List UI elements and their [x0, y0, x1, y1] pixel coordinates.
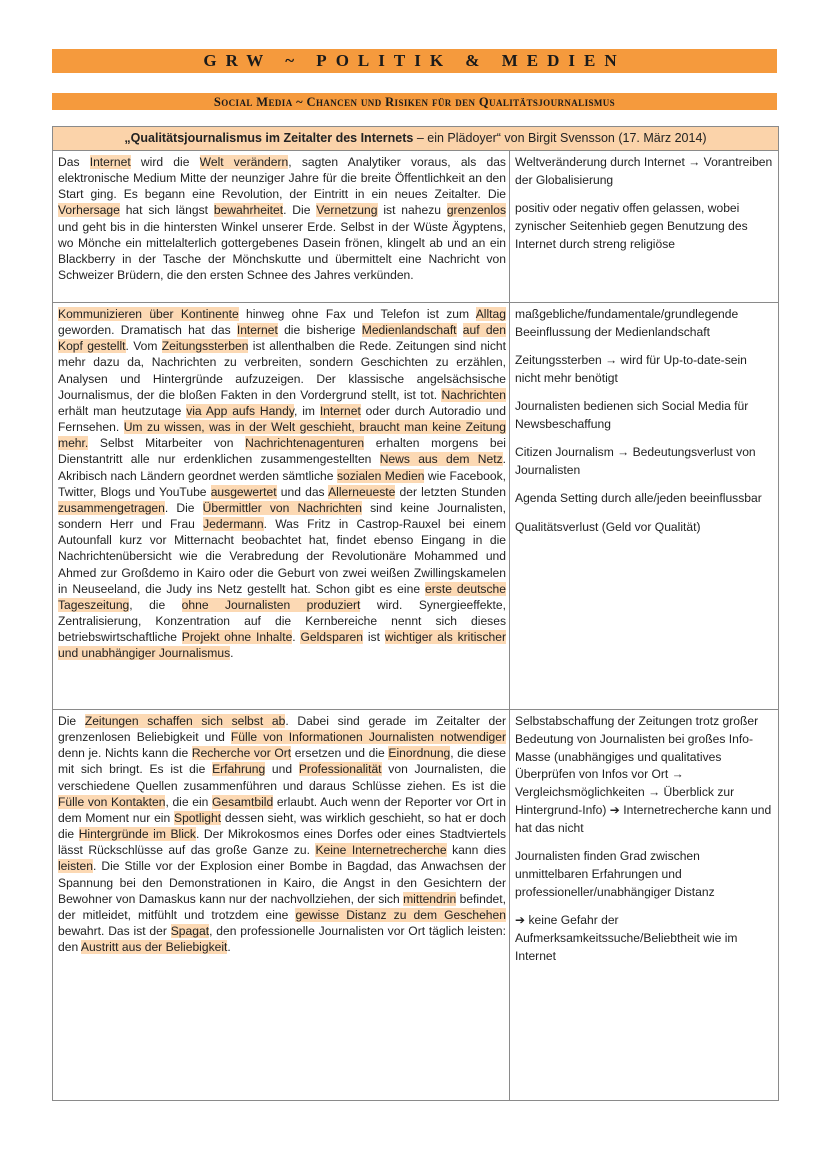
text-segment: , die	[129, 597, 182, 612]
highlighted-phrase: Zeitungen schaffen sich selbst ab	[84, 714, 286, 728]
highlighted-phrase: ausgewertet	[210, 484, 277, 499]
text-segment: und das	[276, 484, 329, 499]
highlighted-phrase: mittendrin	[403, 891, 457, 906]
highlighted-phrase: Spotlight	[174, 810, 222, 825]
text-segment: . Dabei sind gerade im Zeitalter der grenzenlosen Beliebigkeit und	[58, 714, 507, 745]
text-segment: und	[265, 762, 299, 777]
section-title-bar	[52, 93, 777, 110]
source-text-cell	[53, 151, 510, 302]
annotation-table	[52, 126, 779, 1101]
highlighted-phrase: Zeitungssterben	[161, 339, 249, 354]
highlighted-phrase: Allerneueste	[328, 484, 396, 499]
highlighted-phrase: Vorhersage	[58, 203, 120, 218]
text-segment: wird. Synergieeffekte, Zentralisierung, Konzentration auf die Kernbereiche nennt sich dieses betriebswirtschaftliche	[58, 597, 506, 645]
text-segment: und geht bis in die hintersten Winkel unserer Erde. Selbst in der Wüste Ägyptens, wo Mönche ein mittelalterlich gottergebenes Dasein frönen, klingelt ab und an ein Blackberry in der Tasche der Mönchskutte und übermittelt eine Nachricht von Schweizer Brüdern, die den ersten Schnee des Jahres verkünden.	[58, 219, 506, 283]
highlighted-phrase: Fülle von Informationen Journalisten notwendiger	[230, 730, 507, 745]
text-segment: sind keine Journalisten, sondern Herr und Frau	[58, 500, 507, 532]
text-segment: hinweg ohne Fax und Telefon ist zum	[238, 307, 476, 321]
highlighted-phrase: zusammengetragen	[58, 500, 165, 515]
text-segment: , die diese mit sich bringt. Es ist die	[58, 746, 506, 777]
annotation-note: maßgebliche/fundamentale/grundlegende Beeinflussung der Medienlandschaft	[515, 307, 739, 339]
highlighted-phrase: Internet	[89, 155, 131, 169]
text-segment: .	[230, 646, 234, 661]
highlighted-phrase: Gesamtbild	[212, 794, 274, 809]
highlighted-phrase: Professionalität	[298, 762, 382, 777]
text-segment: denn je. Nichts kann die	[58, 746, 192, 761]
text-segment: . Der Mikrokosmos eines Dorfes oder eines Stadtviertels lässt Rückschlüsse auf das große Ganze zu.	[58, 827, 507, 858]
annotation-note: Journalisten bedienen sich Social Media für Newsbeschaffung	[515, 399, 749, 431]
text-segment: . Die	[283, 203, 317, 218]
text-segment: kann dies	[446, 843, 506, 858]
highlighted-phrase: Austritt aus der Beliebigkeit	[80, 940, 228, 955]
text-segment: Die	[58, 714, 85, 728]
text-segment: befindet, der mitleidet, mitfühlt und trotzdem eine	[58, 891, 506, 922]
text-segment: Selbst Mitarbeiter von	[88, 436, 246, 451]
highlighted-phrase: Kommunizieren über Kontinente	[58, 307, 239, 321]
highlighted-phrase: Projekt ohne Inhalte	[181, 630, 293, 645]
highlighted-phrase: Nachrichten	[441, 387, 506, 402]
highlighted-phrase: Einordnung	[388, 746, 451, 761]
highlighted-phrase: Um zu wissen, was in der Welt geschieht, braucht man keine Zeitung mehr.	[58, 420, 506, 451]
text-segment: , im	[293, 403, 320, 418]
highlighted-phrase: Keine Internetrecherche	[315, 843, 447, 858]
text-segment: , die ein	[165, 794, 213, 809]
highlighted-phrase: Recherche vor Ort	[191, 746, 292, 761]
page-title-bar	[52, 49, 777, 73]
caption-title: „Qualitätsjournalismus im Zeitalter des Internets	[124, 131, 414, 145]
text-segment: .	[227, 940, 231, 955]
highlighted-phrase: gewisse Distanz zu dem Geschehen	[295, 907, 506, 922]
annotation-note: Selbstabschaffung der Zeitungen trotz großer Bedeutung von Journalisten bei großes Info-Masse (unabhängiges und qualitatives Überprüfen von Infos vor Ort → Vergleichsmöglichkeiten → Überblick zur Hintergrund-Info) ➔ Internetrecherche kann und hat das nicht	[515, 714, 772, 835]
annotation-note: positiv oder negativ offen gelassen, wobei zynischer Seitenhieb gegen Benutzung des Internet durch streng religiöse	[515, 201, 748, 251]
text-segment: oder durch Autoradio und Fernsehen.	[58, 403, 506, 435]
text-segment	[457, 323, 463, 337]
text-segment: der letzten Stunden	[395, 484, 507, 499]
source-text-cell	[53, 303, 510, 709]
text-segment: ist	[363, 630, 385, 645]
highlighted-phrase: Jedermann	[203, 517, 264, 532]
text-segment: . Was Fritz in Castrop-Rauxel bei einem Autounfall kurz vor Mitternacht beobachtet hat, findet ebenso Eingang in die Nachrichtenübersicht wie die Verabredung der Revolutionäre Mohammed und Ahmed zur Großdemo in Kairo oder die Geburt von zwei weißen Zwillingskamelen in Neuseeland, die Judy ins Netz gestellt hat. Schon gibt es eine	[58, 517, 507, 596]
annotation-cell	[510, 303, 778, 709]
text-segment: erlaubt. Auch wenn der Reporter vor Ort in dem Moment nur ein	[58, 794, 506, 825]
highlighted-phrase: Alltag	[475, 307, 506, 321]
annotation-note: Zeitungssterben → wird für Up-to-date-sein nicht mehr benötigt	[515, 353, 747, 385]
highlighted-phrase: Welt verändern	[199, 155, 289, 169]
highlighted-phrase: ohne Journalisten produziert	[181, 597, 361, 612]
text-segment: Das	[58, 155, 90, 169]
highlighted-phrase: Erfahrung	[212, 762, 266, 777]
table-row	[53, 303, 778, 710]
caption-source: – ein Plädoyer“ von Birgit Svensson (17. März 2014)	[413, 131, 707, 145]
text-segment: erhalten morgens bei Dienstantritt alle nur erdenklichen zusammengestellten	[58, 436, 506, 467]
highlighted-phrase: Nachrichtenagenturen	[245, 436, 365, 451]
table-row	[53, 710, 778, 1100]
section-title: Social Media ~ Chancen und Risiken für den Qualitätsjournalismus	[213, 95, 616, 109]
highlighted-phrase: bewahrheitet	[213, 203, 284, 218]
highlighted-phrase: sozialen Medien	[336, 468, 425, 483]
annotation-note: Weltveränderung durch Internet → Vorantreiben der Globalisierung	[515, 155, 773, 187]
text-segment: dessen sieht, was wirklich geschieht, so hat er doch die	[58, 810, 506, 842]
text-segment: . Vom	[125, 339, 162, 354]
highlighted-phrase: Vernetzung	[316, 203, 378, 218]
highlighted-phrase: leisten	[58, 859, 93, 874]
text-segment: hat sich längst	[119, 203, 214, 218]
annotation-note: Agenda Setting durch alle/jeden beeinflussbar	[515, 491, 762, 506]
highlighted-phrase: News aus dem Netz	[379, 452, 503, 467]
annotation-note: ➔ keine Gefahr der Aufmerksamkeitssuche/Beliebtheit wie im Internet	[515, 912, 738, 963]
highlighted-phrase: Übermittler von Nachrichten	[202, 500, 363, 515]
highlighted-phrase: Spagat	[170, 924, 210, 939]
text-segment: , sagten Analytiker voraus, als das elektronische Medium Mitte der neunziger Jahre für die breite Öffentlichkeit an den Start ging. Es begann eine Revolution, der Eintritt in ein neues Zeitalter. Die	[58, 155, 506, 202]
text-segment: , den professionelle Journalisten vor Ort täglich leisten: den	[58, 924, 506, 955]
annotation-note: Citizen Journalism → Bedeutungsverlust von Journalisten	[515, 445, 756, 478]
text-segment: die bisherige	[277, 323, 362, 338]
highlighted-phrase: grenzenlos	[446, 203, 506, 218]
annotation-note: Qualitätsverlust (Geld vor Qualität)	[515, 519, 701, 534]
highlighted-phrase: Internet	[319, 403, 361, 418]
highlighted-phrase: Hintergründe im Blick	[78, 827, 196, 842]
text-segment: ist allenthalben die Rede. Zeitungen sind nicht mehr dazu da, Nachrichten zu verbreiten, sondern Geschichten zu erzählen, Analysen und Hintergründe aufzuzeigen. Der klassische angelsächsische Journalismus, der die bloßen Fakten in den Vordergrund stellt, ist tot.	[58, 339, 507, 402]
text-segment: ersetzen und die	[291, 746, 389, 761]
table-row	[53, 151, 778, 303]
highlighted-phrase: Internet	[236, 323, 278, 338]
highlighted-phrase: Geldsparen	[300, 630, 364, 645]
highlighted-phrase: via App aufs Handy	[186, 403, 294, 418]
highlighted-phrase: Fülle von Kontakten	[58, 794, 166, 809]
annotation-cell	[510, 151, 778, 302]
text-segment: geworden. Dramatisch hat das	[58, 323, 237, 338]
table-caption	[53, 127, 778, 151]
text-segment: . Die	[164, 500, 203, 515]
highlighted-phrase: erste deutsche Tageszeitung	[58, 581, 506, 612]
text-segment: wie Facebook, Twitter, Blogs und YouTube	[58, 468, 506, 499]
text-segment: bewahrt. Das ist der	[58, 924, 171, 939]
text-segment: von Journalisten, die verschiedene Quellen zusammenführen und daraus Schlüsse ziehen. Es ist die	[58, 762, 506, 793]
text-segment: . Akribisch nach Ländern geordnet werden sämtliche	[58, 452, 507, 483]
source-text-cell	[53, 710, 510, 1100]
text-segment: . Die Stille vor der Explosion einer Bombe in Bagdad, das Anwachsen der Spannung bei den Demonstrationen in Kairo, die Angst in den Gesichtern der Bewohner von Damaskus kann nur der nachvollziehen, der sich	[58, 859, 506, 906]
highlighted-phrase: auf den Kopf gestellt	[58, 323, 506, 354]
highlighted-phrase: wichtiger als kritischer und unabhängiger Journalismus	[58, 630, 506, 661]
text-segment: .	[292, 630, 301, 645]
annotation-cell	[510, 710, 778, 1100]
text-segment: wird die	[130, 155, 200, 169]
page-title: GRW ~ POLITIK & MEDIEN	[203, 51, 626, 70]
annotation-note: Journalisten finden Grad zwischen unmittelbaren Erfahrungen und professioneller/unabhängiger Distanz	[515, 849, 715, 899]
text-segment: ist nahezu	[377, 203, 447, 218]
highlighted-phrase: Medienlandschaft	[361, 323, 457, 338]
text-segment: erhält man heutzutage	[58, 403, 187, 418]
